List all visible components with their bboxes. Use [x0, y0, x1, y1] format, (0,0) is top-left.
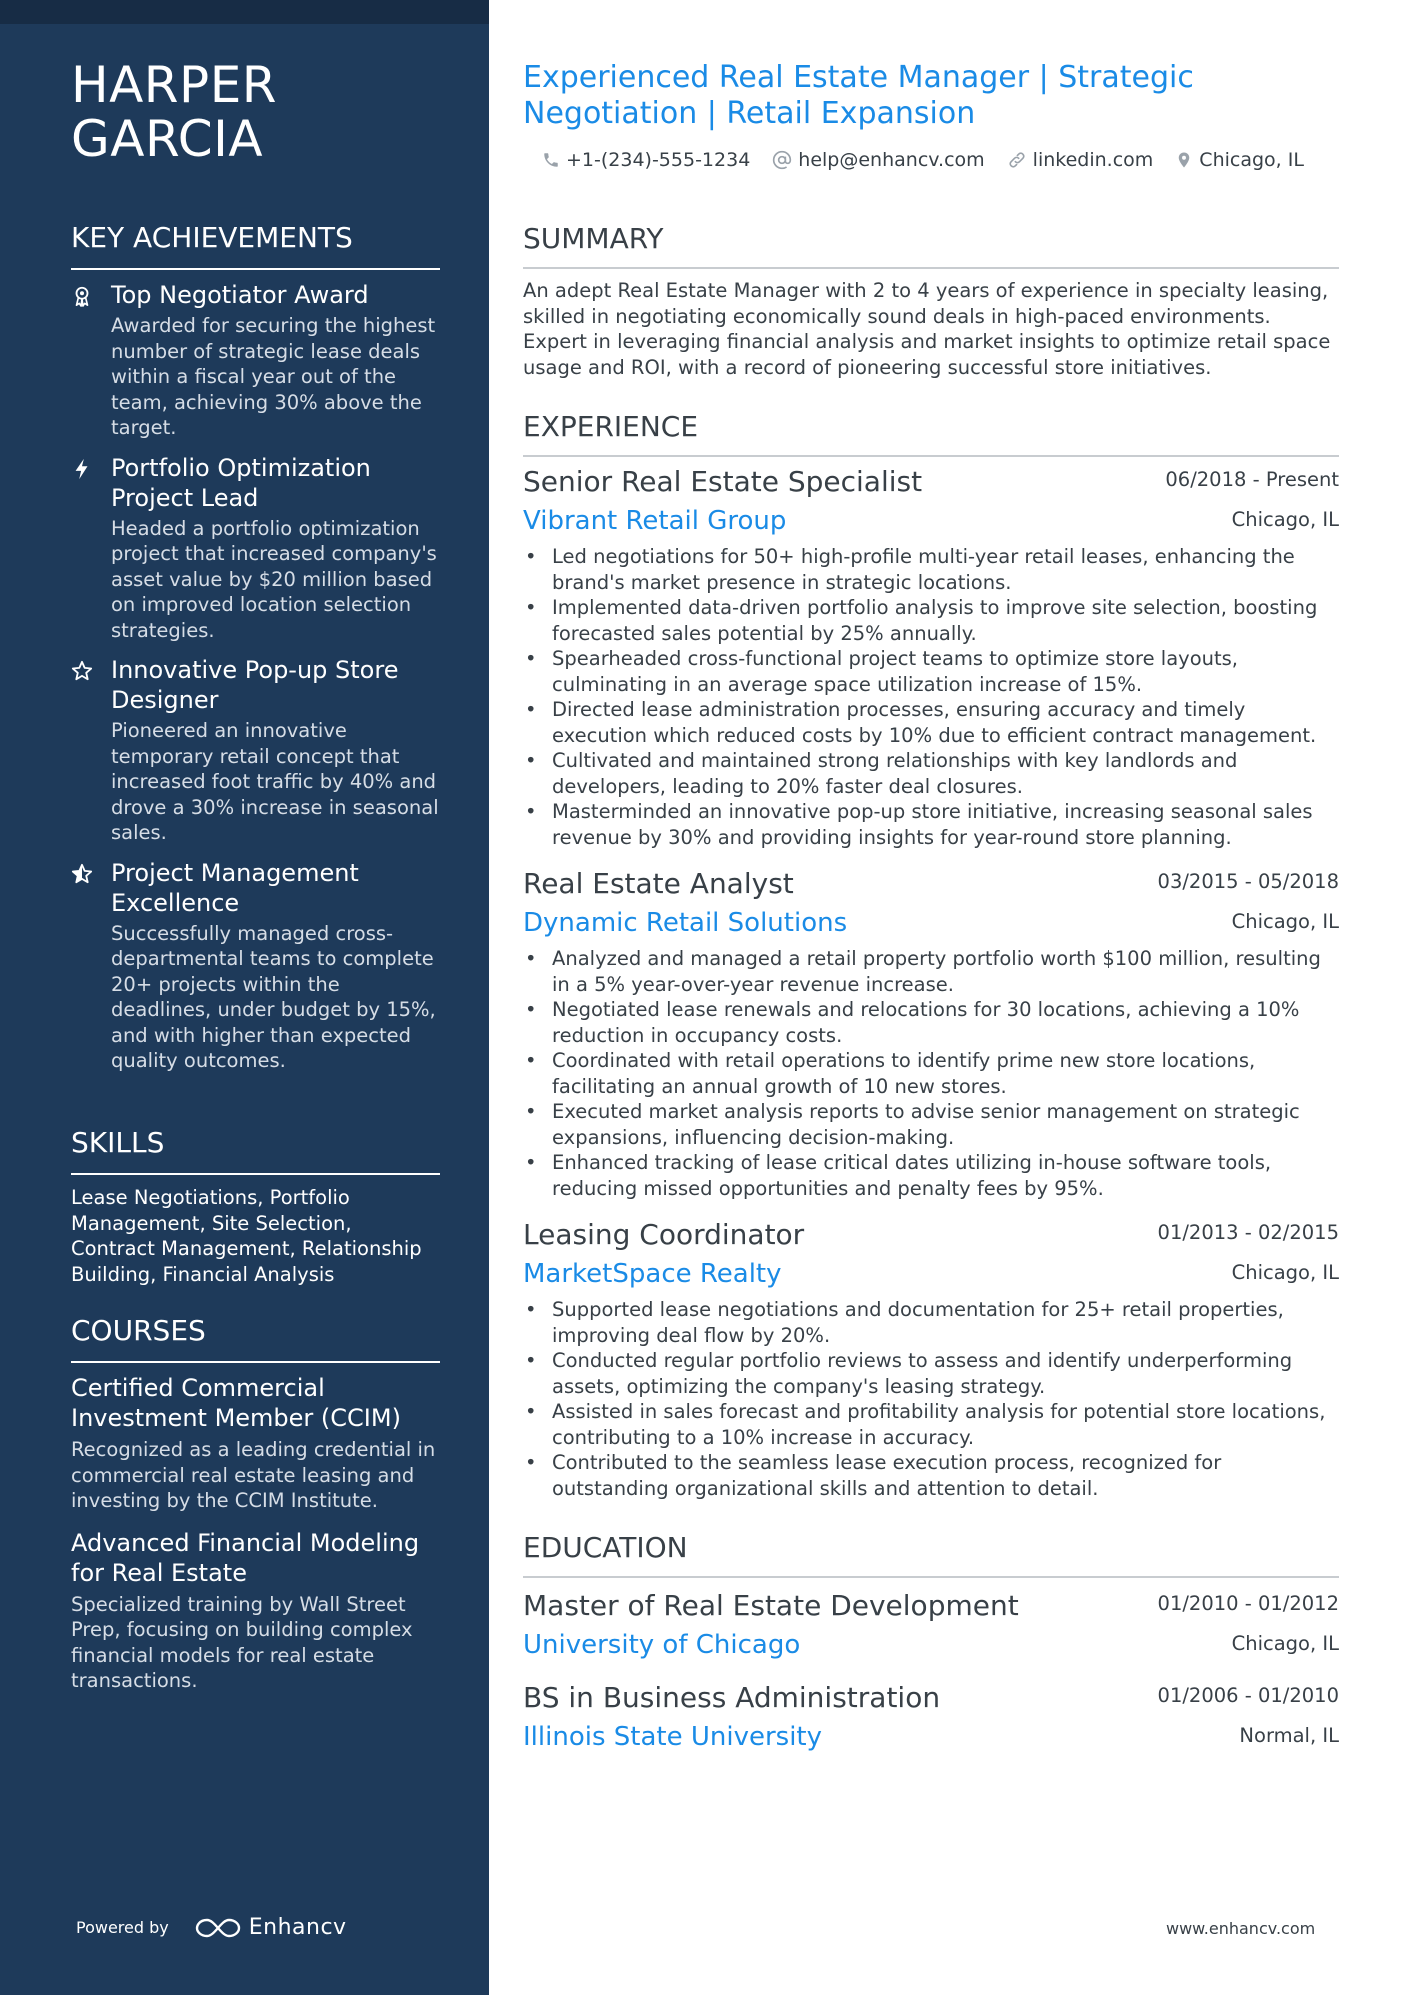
education-dates: 01/2010 - 01/2012	[1157, 1592, 1339, 1615]
education-degree: BS in Business Administration	[523, 1681, 941, 1714]
skills-title: SKILLS	[71, 1125, 440, 1175]
education-location: Chicago, IL	[1231, 1632, 1339, 1655]
education-location: Normal, IL	[1239, 1724, 1339, 1747]
summary-text: An adept Real Estate Manager with 2 to 4 years of experience in specialty leasing, skilled in negotiating economically sound deals in high-paced environments. Expert in leveraging financial analysis and market insights to optimize retail space usage and ROI, with a record of pioneering successful store initiatives.	[523, 279, 1331, 379]
contact-email[interactable]	[772, 149, 984, 171]
job-title: Leasing Coordinator	[523, 1218, 805, 1251]
job-bullet: • Conducted regular portfolio reviews to assess and identify underperforming assets, optimizing the company's leasing strategy.	[523, 1348, 1339, 1399]
achievement-desc: Headed a portfolio optimization project that increased company's asset value by $20 million based on improved location selection strategies.	[111, 516, 437, 642]
course-item	[71, 1373, 440, 1514]
linkedin-text: linkedin.com	[1032, 149, 1154, 171]
last-name: GARCIA	[71, 110, 264, 168]
course-desc: Specialized training by Wall Street Prep, focusing on building complex financial models for real estate transactions.	[71, 1592, 413, 1692]
job-bullet: • Implemented data-driven portfolio analysis to improve site selection, boosting forecasted sales potential by 25% annually.	[523, 595, 1339, 646]
job-bullet: • Led negotiations for 50+ high-profile multi-year retail leases, enhancing the brand's market presence in strategic locations.	[523, 544, 1339, 595]
course-title: Advanced Financial Modeling for Real Estate	[71, 1528, 420, 1587]
location-pin-icon	[1175, 150, 1193, 170]
enhancv-brand-name: Enhancv	[248, 1915, 347, 1940]
achievement-title: Top Negotiator Award	[111, 281, 369, 309]
achievement-title: Project Management Excellence	[111, 858, 359, 917]
course-desc: Recognized as a leading credential in commercial real estate leasing and investing by the CCIM Institute.	[71, 1438, 436, 1512]
achievement-title: Portfolio Optimization Project Lead	[111, 453, 371, 512]
job-location: Chicago, IL	[1231, 1261, 1339, 1284]
job-bullet: • Coordinated with retail operations to identify prime new store locations, facilitating an annual growth of 10 new stores.	[523, 1048, 1339, 1099]
course-title: Certified Commercial Investment Member (CCIM)	[71, 1374, 401, 1432]
sidebar-top-bar	[0, 0, 489, 24]
job-title: Real Estate Analyst	[523, 867, 794, 900]
candidate-name	[71, 58, 471, 166]
job-bullet: • Enhanced tracking of lease critical dates utilizing in-house software tools, reducing missed opportunities and penalty fees by 95%.	[523, 1150, 1339, 1201]
powered-by-label: Powered by	[76, 1918, 169, 1937]
job-company: MarketSpace Realty	[523, 1259, 782, 1289]
job-dates: 01/2013 - 02/2015	[1157, 1221, 1339, 1244]
job-dates: 03/2015 - 05/2018	[1157, 870, 1339, 893]
course-item	[71, 1528, 440, 1694]
job-company: Dynamic Retail Solutions	[523, 908, 848, 938]
job-location: Chicago, IL	[1231, 508, 1339, 531]
achievements-section	[71, 220, 440, 1086]
award-icon	[71, 285, 93, 307]
star-outline-icon	[71, 660, 93, 682]
footer-url[interactable]: www.enhancv.com	[1166, 1919, 1316, 1938]
location-text: Chicago, IL	[1199, 149, 1304, 171]
contact-phone[interactable]	[542, 149, 750, 171]
job-bullet: • Executed market analysis reports to advise senior management on strategic expansions, influencing decision-making.	[523, 1099, 1339, 1150]
job-bullets	[523, 544, 1339, 850]
contact-linkedin[interactable]	[1007, 149, 1154, 171]
job-entry	[523, 464, 1339, 850]
phone-text: +1-(234)-555-1234	[566, 149, 751, 171]
achievement-title: Innovative Pop-up Store Designer	[111, 656, 399, 714]
summary-title: SUMMARY	[523, 221, 1339, 269]
lightning-icon	[71, 458, 93, 480]
job-company: Vibrant Retail Group	[523, 506, 787, 536]
enhancv-logo[interactable]	[195, 1915, 347, 1940]
skills-section	[71, 1125, 440, 1287]
job-location: Chicago, IL	[1231, 910, 1339, 933]
job-bullet: • Spearheaded cross-functional project teams to optimize store layouts, culminating in an average space utilization increase of 15%.	[523, 646, 1339, 697]
phone-icon	[542, 151, 560, 169]
education-title: EDUCATION	[523, 1530, 1339, 1578]
job-bullet: • Assisted in sales forecast and profitability analysis for potential store locations, contributing to a 10% increase in accuracy.	[523, 1399, 1339, 1450]
achievement-desc: Awarded for securing the highest number of strategic lease deals within a fiscal year out of the team, achieving 30% above the target.	[111, 314, 436, 439]
first-name: HARPER	[71, 56, 278, 114]
powered-by	[76, 1915, 347, 1940]
headline: Experienced Real Estate Manager | Strategic Negotiation | Retail Expansion	[523, 60, 1194, 131]
contact-row	[542, 149, 1326, 171]
job-bullets	[523, 1297, 1339, 1501]
courses-section	[71, 1313, 440, 1708]
job-bullet: • Masterminded an innovative pop-up store initiative, increasing seasonal sales revenue by 30% and providing insights for year-round store planning.	[523, 799, 1339, 850]
achievement-desc: Pioneered an innovative temporary retail concept that increased foot traffic by 40% and drove a 30% increase in seasonal sales.	[111, 719, 439, 844]
contact-location	[1175, 149, 1304, 171]
education-entry	[523, 1588, 1339, 1664]
achievement-item	[71, 655, 440, 846]
job-entry	[523, 866, 1339, 1201]
education-entry	[523, 1680, 1339, 1756]
education-school: Illinois State University	[523, 1722, 822, 1752]
job-entry	[523, 1217, 1339, 1501]
job-bullet: • Cultivated and maintained strong relationships with key landlords and developers, leading to 20% faster deal closures.	[523, 748, 1339, 799]
job-bullet: • Analyzed and managed a retail property portfolio worth $100 million, resulting in a 5% year-over-year revenue increase.	[523, 946, 1339, 997]
job-title: Senior Real Estate Specialist	[523, 465, 923, 498]
experience-title: EXPERIENCE	[523, 409, 1339, 457]
achievement-item	[71, 858, 440, 1074]
achievement-item	[71, 453, 440, 644]
education-school: University of Chicago	[523, 1630, 801, 1660]
sidebar	[0, 0, 489, 1995]
job-bullet: • Negotiated lease renewals and relocations for 30 locations, achieving a 10% reduction in occupancy costs.	[523, 997, 1339, 1048]
achievement-desc: Successfully managed cross-departmental teams to complete 20+ projects within the deadlines, under budget by 15%, and with higher than expected quality outcomes.	[111, 921, 436, 1072]
enhancv-logo-icon	[195, 1916, 241, 1940]
email-text: help@enhancv.com	[798, 149, 985, 171]
job-bullet: • Directed lease administration processes, ensuring accuracy and timely execution which reduced costs by 10% due to efficient contract management.	[523, 697, 1339, 748]
link-icon	[1007, 150, 1027, 170]
education-degree: Master of Real Estate Development	[523, 1589, 1019, 1622]
courses-title: COURSES	[71, 1313, 440, 1363]
star-half-icon	[71, 863, 93, 885]
achievement-item	[71, 280, 440, 441]
job-bullet: • Contributed to the seamless lease execution process, recognized for outstanding organizational skills and attention to detail.	[523, 1450, 1339, 1501]
achievements-title: KEY ACHIEVEMENTS	[71, 220, 440, 270]
job-bullet: • Supported lease negotiations and documentation for 25+ retail properties, improving deal flow by 20%.	[523, 1297, 1339, 1348]
job-bullets	[523, 946, 1339, 1201]
skills-list: Lease Negotiations, Portfolio Management, Site Selection, Contract Management, Relationship Building, Financial Analysis	[71, 1186, 422, 1286]
at-sign-icon	[772, 150, 792, 170]
education-dates: 01/2006 - 01/2010	[1157, 1684, 1339, 1707]
job-dates: 06/2018 - Present	[1165, 468, 1339, 491]
